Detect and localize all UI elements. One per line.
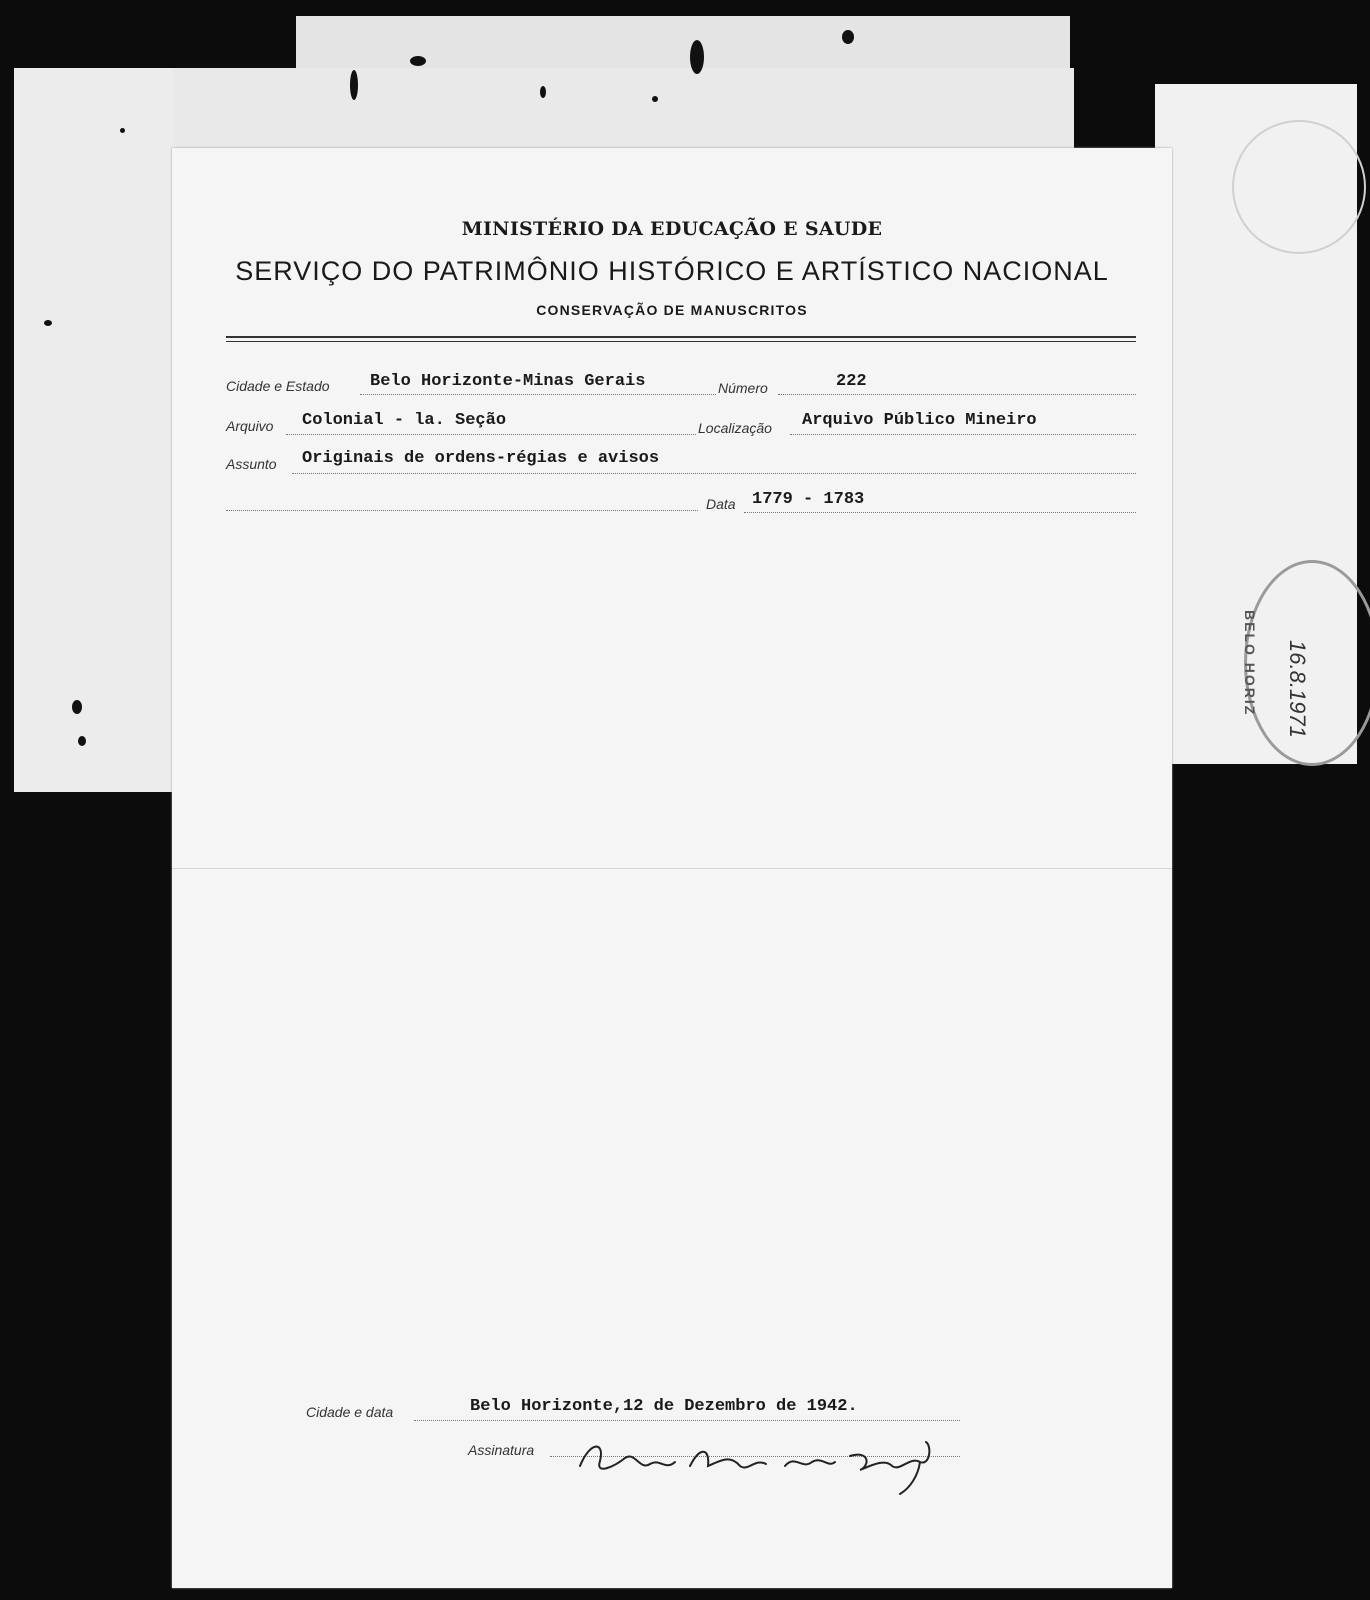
- dotted-line: [286, 434, 696, 435]
- back-sheet-left: [14, 68, 174, 792]
- cidade-estado-label: Cidade e Estado: [226, 378, 330, 394]
- ink-stain: [652, 96, 658, 102]
- assunto-value: Originais de ordens-régias e avisos: [302, 449, 660, 468]
- back-sheet-tab: [296, 16, 1070, 76]
- dotted-line: [292, 473, 1136, 474]
- header-rule: [226, 336, 1136, 338]
- ink-stain: [690, 40, 704, 74]
- localizacao-value: Arquivo Público Mineiro: [802, 411, 1037, 430]
- localizacao-label: Localização: [698, 420, 772, 436]
- ink-stain: [78, 736, 86, 746]
- dotted-line: [790, 434, 1136, 435]
- numero-label: Número: [718, 380, 768, 396]
- faint-stamp: [1232, 120, 1366, 254]
- cidade-estado-value: Belo Horizonte-Minas Gerais: [370, 372, 646, 391]
- dotted-line: [778, 394, 1136, 395]
- ink-stain: [540, 86, 546, 98]
- fold-line: [172, 868, 1172, 869]
- dotted-line: [414, 1420, 960, 1421]
- assinatura-label: Assinatura: [468, 1442, 535, 1458]
- arquivo-value: Colonial - la. Seção: [302, 411, 507, 430]
- header-rule-thin: [226, 341, 1136, 342]
- ink-stain: [120, 128, 125, 133]
- ministry-title: MINISTÉRIO DA EDUCAÇÃO E SAUDE: [461, 218, 883, 240]
- ink-stain: [72, 700, 82, 714]
- cidade-data-value: Belo Horizonte,12 de Dezembro de 1942.: [470, 1397, 858, 1416]
- assunto-label: Assunto: [226, 456, 277, 472]
- service-title: SERVIÇO DO PATRIMÔNIO HISTÓRICO E ARTÍSTICO NACIONAL: [235, 256, 1109, 286]
- handwritten-signature: [570, 1436, 970, 1496]
- stamp-date: 16.8.1971: [1285, 640, 1310, 738]
- data-label: Data: [706, 496, 736, 512]
- numero-value: 222: [836, 372, 867, 391]
- ink-stain: [350, 70, 358, 100]
- section-title: CONSERVAÇÃO DE MANUSCRITOS: [536, 302, 808, 318]
- arquivo-label: Arquivo: [226, 418, 274, 434]
- dotted-line: [226, 510, 698, 511]
- data-value: 1779 - 1783: [752, 490, 865, 509]
- dotted-line: [360, 394, 716, 395]
- stamp-text: BELO HORIZ: [1242, 610, 1258, 717]
- ink-stain: [410, 56, 426, 66]
- ink-stain: [842, 30, 854, 44]
- ink-stain: [44, 320, 52, 326]
- cidade-data-label: Cidade e data: [306, 1404, 394, 1420]
- dotted-line: [744, 512, 1136, 513]
